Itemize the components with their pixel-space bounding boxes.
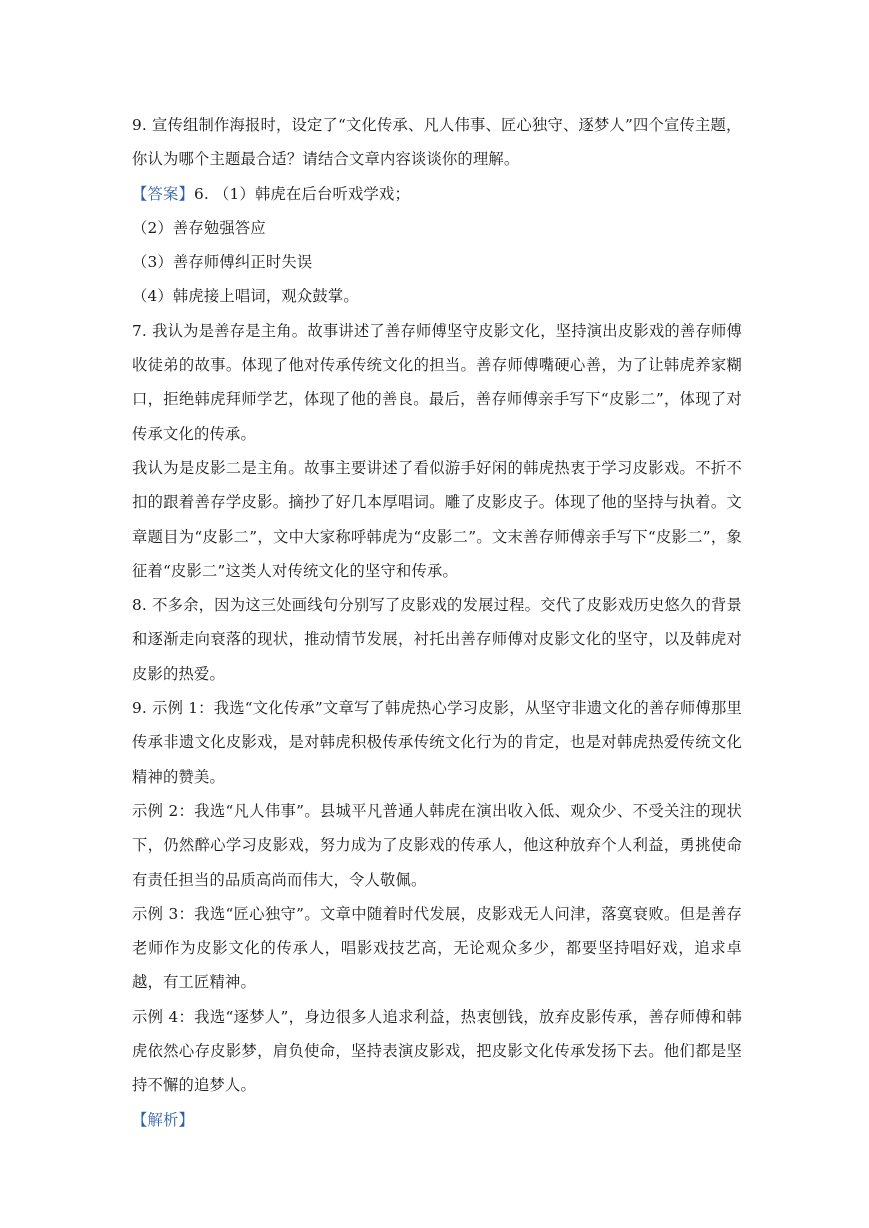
analysis-tag: 【解析】 (132, 1110, 194, 1129)
answer-6-item-1: 6. （1）韩虎在后台听戏学戏； (194, 184, 410, 203)
answer-8-paragraph: 8. 不多余，因为这三处画线句分别写了皮影戏的发展过程。交代了皮影戏历史悠久的背景和逐渐走向衰落的现状，推动情节发展，衬托出善存师傅对皮影文化的坚守，以及韩虎对皮影的热爱。 (132, 596, 742, 683)
answer-9-example-2: 示例 2：我选“凡人伟事”。县城平凡普通人韩虎在演出收入低、观众少、不受关注的现状下，仍然醉心学习皮影戏，努力成为了皮影戏的传承人，他这种放弃个人利益，勇挑使命有责任担当的品质高尚而伟大，令人敬佩。 (132, 801, 742, 889)
answer-9-example-1: 9. 示例 1：我选“文化传承”文章写了韩虎热心学习皮影，从坚守非遗文化的善存师傅那里传承非遗文化皮影戏，是对韩虎积极传承传统文化行为的肯定，也是对韩虎热爱传统文化精神的赞美。 (132, 699, 742, 786)
question-9-line-1: 9. 宣传组制作海报时，设定了“文化传承、凡人伟事、匠心独守、逐梦人”四个宣传主题， (132, 116, 742, 134)
answer-6-line-3: （3）善存师傅纠正时失误 (132, 253, 313, 272)
answer-9-example-4: 示例 4：我选“逐梦人”，身边很多人追求利益，热衷刨钱，放弃皮影传承，善存师傅和韩虎依然心存皮影梦，肩负使命，坚持表演皮影戏，把皮影文化传承发扬下去。他们都是坚持不懈的追梦人。 (132, 1007, 742, 1095)
answer-7-paragraph-1: 7. 我认为是善存是主角。故事讲述了善存师傅坚守皮影文化，坚持演出皮影戏的善存师傅收徒弟的故事。体现了他对传承传统文化的担当。善存师傅嘴硬心善，为了让韩虎养家糊口，拒绝韩虎拜师学艺，体现了他的善良。最后，善存师傅亲手写下“皮影二”，体现了对传承文化的传承。 (132, 321, 742, 443)
analysis-heading (132, 1103, 742, 1137)
answer-tag: 【答案】 (132, 184, 194, 203)
answer-6-line-2: （2）善存勉强答应 (132, 218, 266, 237)
answer-6-line-1 (132, 177, 742, 211)
answer-9-example-3: 示例 3：我选“匠心独守”。文章中随着时代发展，皮影戏无人问津，落寞衰败。但是善存老师作为皮影文化的传承人，唱影戏技艺高，无论观众多少，都要坚持唱好戏，追求卓越，有工匠精神。 (132, 904, 742, 992)
answer-content (132, 108, 742, 1137)
answer-7-paragraph-2: 我认为是皮影二是主角。故事主要讲述了看似游手好闲的韩虎热衷于学习皮影戏。不折不扣的跟着善存学皮影。摘抄了好几本厚唱词。雕了皮影皮子。体现了他的坚持与执着。文章题目为“皮影二”，文中大家称呼韩虎为“皮影二”。文末善存师傅亲手写下“皮影二”，象征着“皮影二”这类人对传统文化的坚守和传承。 (132, 458, 742, 580)
question-9-line-2: 你认为哪个主题最合适？请结合文章内容谈谈你的理解。 (132, 150, 520, 169)
answer-6-line-4: （4）韩虎接上唱词，观众鼓掌。 (132, 287, 359, 306)
